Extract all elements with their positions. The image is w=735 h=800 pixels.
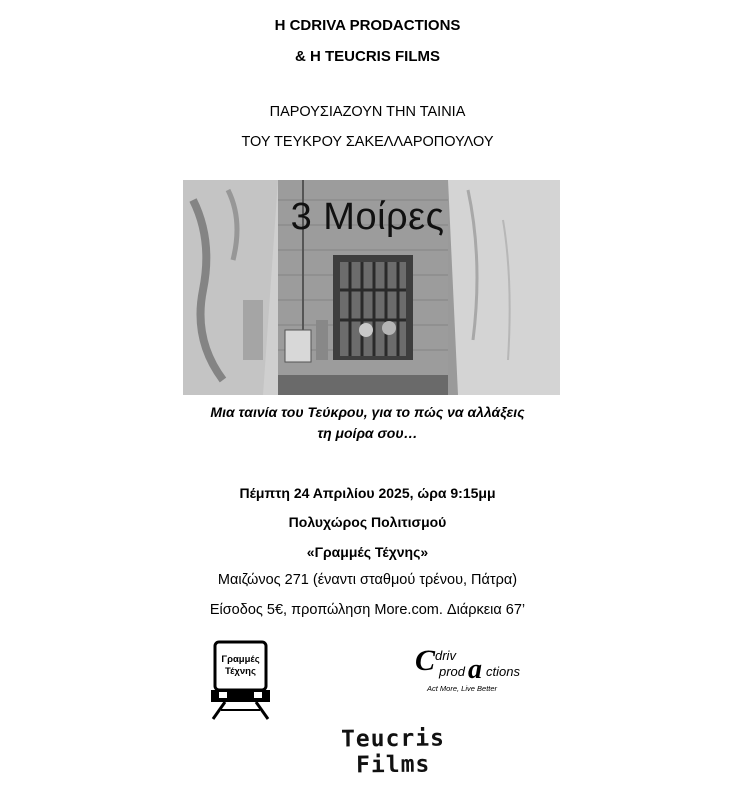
cdriva-logo-driv: driv xyxy=(435,648,456,663)
cdriva-prodactions-logo xyxy=(413,640,525,698)
grammes-logo-text-1: Γραμμές xyxy=(221,654,260,665)
cdriva-logo-ctions: ctions xyxy=(486,664,520,679)
presenters-line-1: Η CDRIVA PRODACTIONS xyxy=(274,17,461,34)
entry-info: Είσοδος 5€, προπώληση More.com. Διάρκεια 67’ xyxy=(209,602,526,618)
venue-line-1: Πολυχώρος Πολιτισμού xyxy=(288,514,447,530)
screening-date-time: Πέμπτη 24 Απριλίου 2025, ώρα 9:15μμ xyxy=(239,485,496,501)
tagline-line-1: Μια ταινία του Τεύκρου, για το πώς να αλλάξεις xyxy=(210,404,525,420)
teucris-films-logo: Teucris Films xyxy=(340,725,446,779)
grammes-technis-logo xyxy=(209,640,272,720)
venue-address: Μαιζώνος 271 (έναντι σταθμού τρένου, Πάτρα) xyxy=(217,572,518,588)
presents-line-1: ΠΑΡΟΥΣΙΑΖΟΥΝ ΤΗΝ ΤΑΙΝΙΑ xyxy=(269,104,466,120)
tagline-line-2: τη μοίρα σου… xyxy=(317,425,418,441)
cdriva-logo-prod: prod xyxy=(439,664,466,679)
cdriva-logo-a: a xyxy=(468,654,482,685)
presents-line-2: ΤΟΥ ΤΕΥΚΡΟΥ ΣΑΚΕΛΛΑΡΟΠΟΥΛΟΥ xyxy=(241,134,494,150)
cdriva-tagline: Act More, Live Better xyxy=(427,684,498,693)
cdriva-logo-c: C xyxy=(415,644,436,677)
venue-line-2: «Γραμμές Τέχνης» xyxy=(306,544,429,560)
film-title: 3 Μοίρες xyxy=(290,196,445,238)
presenters-line-2: & Η TEUCRIS FILMS xyxy=(295,48,440,65)
grammes-logo-text-2: Τέχνης xyxy=(225,666,256,677)
